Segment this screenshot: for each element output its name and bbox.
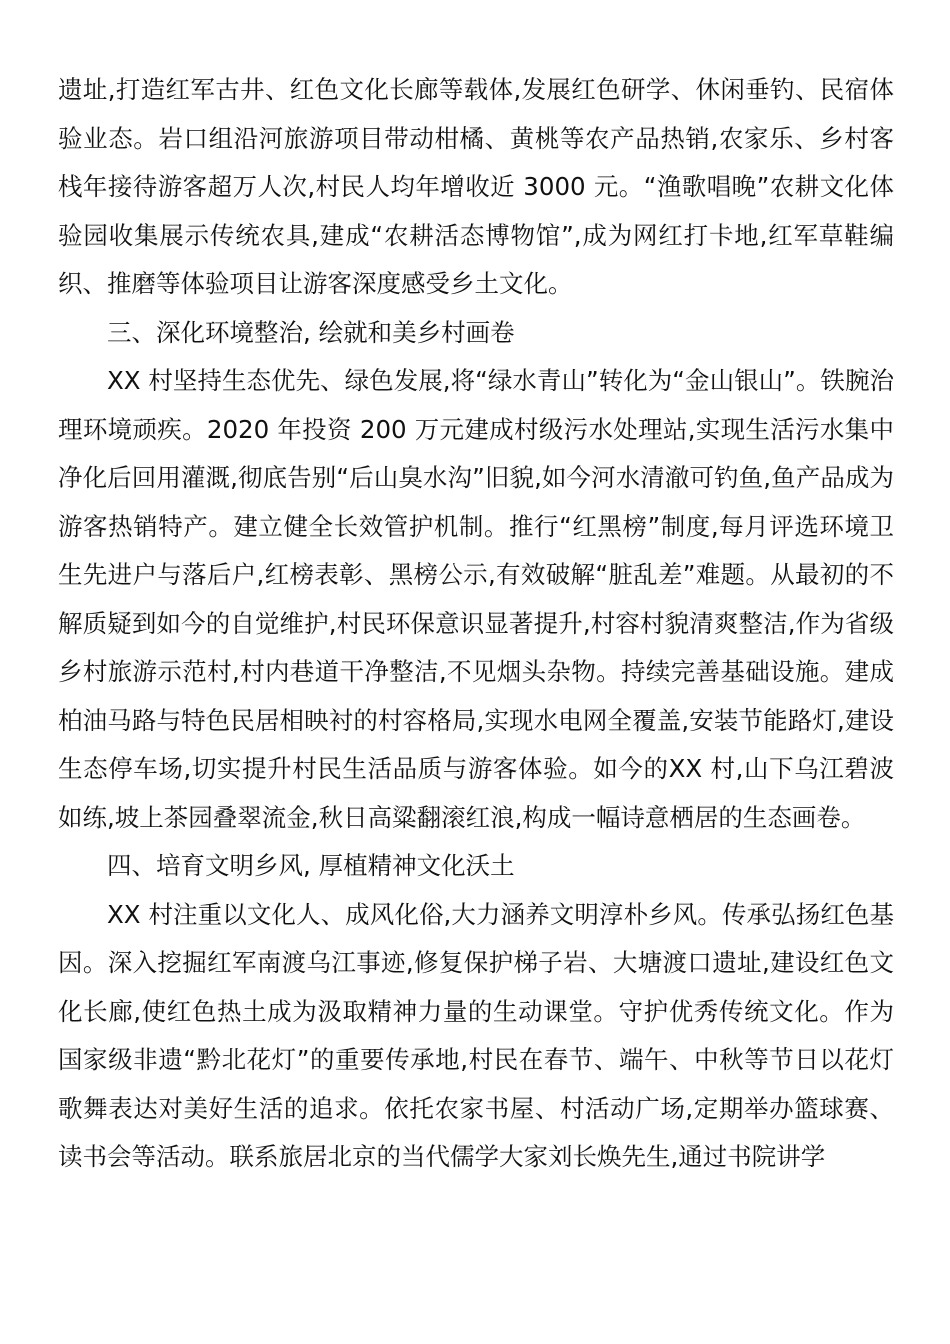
section-heading-3: 三、深化环境整治, 绘就和美乡村画卷 xyxy=(107,317,515,347)
paragraph-civilization: XX 村注重以文化人、成风化俗,大力涵养文明淳朴乡风。传承弘扬红色基因。深入挖掘红军南渡乌江事迹,修复保护梯子岩、大塘渡口遗址,建设红色文化长廊,使红色热土成为汲取精神力量的生动课堂。守护优秀传统文化。作为国家级非遗“黔北花灯”的重要传承地,村民在春节、端午、中秋等节日以花灯歌舞表达对美好生活的追求。依托农家书屋、村活动广场,定期举办篮球赛、读书会等活动。联系旅居北京的当代儒学大家刘长焕先生,通过书院讲学 xyxy=(58,899,894,1171)
section-heading-4: 四、培育文明乡风, 厚植精神文化沃土 xyxy=(107,851,515,880)
document-page xyxy=(58,66,894,1182)
paragraph-environment: XX 村坚持生态优先、绿色发展,将“绿水青山”转化为“金山银山”。铁腕治理环境顽疾。2020 年投资 200 万元建成村级污水处理站,实现生活污水集中净化后回用灌溉,彻底告别“后山臭水沟”旧貌,如今河水清澈可钓鱼,鱼产品成为游客热销特产。建立健全长效管护机制。推行“红黑榜”制度,每月评选环境卫生先进户与落后户,红榜表彰、黑榜公示,有效破解“脏乱差”难题。从最初的不解质疑到如今的自觉维护,村民环保意识显著提升,村容村貌清爽整洁,作为省级乡村旅游示范村,村内巷道干净整洁,不见烟头杂物。持续完善基础设施。建成柏油马路与特色民居相映衬的村容格局,实现水电网全覆盖,安装节能路灯,建设生态停车场,切实提升村民生活品质与游客体验。如今的XX 村,山下乌江碧波如练,坡上茶园叠翠流金,秋日高粱翻滚红浪,构成一幅诗意栖居的生态画卷。 xyxy=(58,366,894,832)
paragraph-continuation: 遗址,打造红军古井、红色文化长廊等载体,发展红色研学、休闲垂钓、民宿体验业态。岩口组沿河旅游项目带动柑橘、黄桃等农产品热销,农家乐、乡村客栈年接待游客超万人次,村民人均年增收近 3000 元。“渔歌唱晚”农耕文化体验园收集展示传统农具,建成“农耕活态博物馆”,成为网红打卡地,红军草鞋编织、推磨等体验项目让游客深度感受乡土文化。 xyxy=(58,75,894,298)
